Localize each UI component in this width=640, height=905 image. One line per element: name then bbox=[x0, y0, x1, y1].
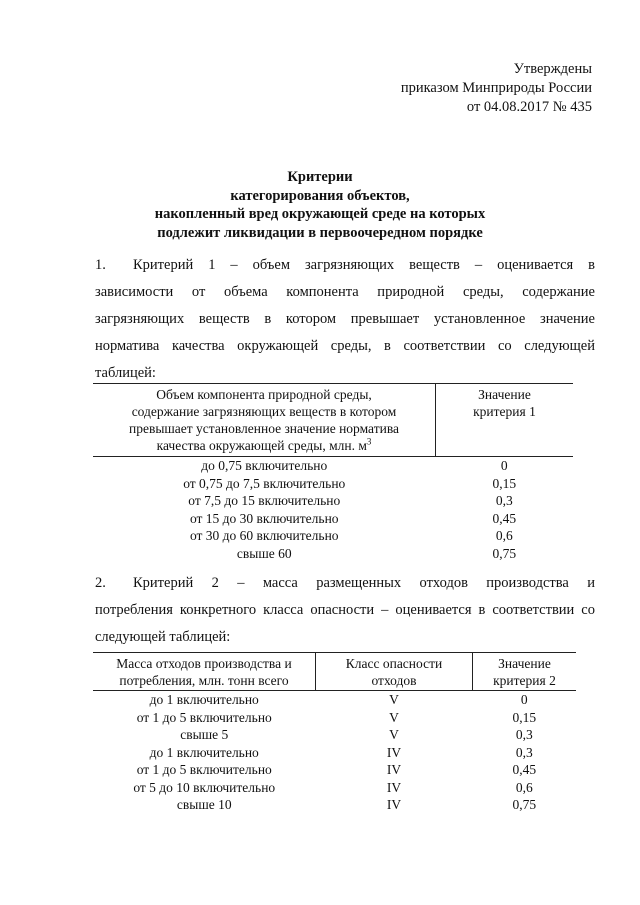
table-row bbox=[93, 691, 576, 709]
header-text: критерия 2 bbox=[493, 673, 556, 688]
criterion-1-paragraph bbox=[95, 252, 595, 387]
header-text: отходов bbox=[371, 673, 417, 688]
approval-line: Утверждены bbox=[513, 61, 592, 77]
document-title bbox=[0, 168, 640, 242]
table-row bbox=[93, 744, 576, 762]
header-text: Значение bbox=[478, 387, 531, 402]
value-cell: 0,15 bbox=[492, 475, 517, 491]
mass-cell: свыше 10 bbox=[176, 797, 232, 812]
title-line: подлежит ликвидации в первоочередном порядке bbox=[157, 224, 483, 241]
table-header-mass bbox=[93, 653, 316, 691]
criterion-2-table bbox=[93, 652, 576, 814]
class-cell: V bbox=[389, 727, 399, 742]
mass-cell: до 1 включительно bbox=[149, 744, 259, 760]
table-row bbox=[93, 726, 576, 744]
criterion-1-number: 1. bbox=[95, 257, 106, 273]
value-cell: 0 bbox=[520, 692, 528, 707]
header-text: Объем компонента природной среды, bbox=[156, 387, 372, 402]
paragraph-line: зависимости от объема компонента природной среды, содержание bbox=[95, 284, 595, 300]
volume-cell: свыше 60 bbox=[236, 545, 292, 561]
header-text: превышает установленное значение норматива bbox=[128, 421, 400, 436]
value-cell: 0,75 bbox=[492, 545, 517, 561]
mass-cell: от 1 до 5 включительно bbox=[136, 762, 272, 777]
header-text: потребления, млн. тонн всего bbox=[119, 673, 289, 688]
mass-cell: от 1 до 5 включительно bbox=[136, 709, 272, 725]
value-cell: 0,45 bbox=[492, 510, 517, 526]
value-cell: 0 bbox=[500, 458, 508, 473]
title-line: категорирования объектов, bbox=[230, 187, 410, 204]
table-row bbox=[93, 527, 573, 545]
table-row bbox=[93, 779, 576, 797]
value-cell: 0,45 bbox=[512, 762, 537, 777]
class-cell: IV bbox=[386, 762, 402, 777]
header-text: Значение bbox=[498, 656, 551, 671]
table-row bbox=[93, 545, 573, 563]
table-header-hazard-class bbox=[316, 653, 473, 691]
approval-order-line: приказом Минприроды России bbox=[400, 80, 592, 96]
volume-cell: до 0,75 включительно bbox=[201, 458, 328, 473]
mass-cell: свыше 5 bbox=[180, 727, 229, 742]
table-row bbox=[93, 510, 573, 528]
value-cell: 0,15 bbox=[512, 709, 537, 725]
value-cell: 0,3 bbox=[515, 727, 533, 742]
table-row bbox=[93, 761, 576, 779]
paragraph-line: таблицей: bbox=[95, 365, 156, 381]
approval-date-line: от 04.08.2017 № 435 bbox=[466, 99, 592, 115]
paragraph-line: норматива качества окружающей среды, в соответствии со следующей bbox=[95, 338, 595, 354]
table-header-value bbox=[436, 384, 574, 457]
class-cell: IV bbox=[386, 779, 402, 795]
value-cell: 0,3 bbox=[515, 744, 533, 760]
paragraph-line: загрязняющих веществ в котором превышает установленное значение bbox=[95, 311, 595, 327]
value-cell: 0,3 bbox=[495, 493, 513, 508]
volume-cell: от 30 до 60 включительно bbox=[189, 528, 339, 543]
table-header-volume bbox=[93, 384, 436, 457]
paragraph-line: потребления конкретного класса опасности – оценивается в соответствии со bbox=[95, 602, 595, 618]
table-row bbox=[93, 457, 573, 475]
title-line: Критерии bbox=[287, 169, 353, 185]
approval-block bbox=[401, 60, 592, 117]
class-cell: V bbox=[389, 692, 399, 707]
class-cell: IV bbox=[386, 797, 402, 812]
value-cell: 0,75 bbox=[512, 797, 537, 812]
table-header-row bbox=[93, 653, 576, 691]
value-cell: 0,6 bbox=[515, 779, 533, 795]
class-cell: V bbox=[389, 709, 399, 725]
mass-cell: до 1 включительно bbox=[149, 692, 259, 707]
table-row bbox=[93, 475, 573, 493]
criterion-1-table bbox=[93, 383, 573, 562]
header-text bbox=[93, 437, 435, 454]
volume-cell: от 0,75 до 7,5 включительно bbox=[183, 475, 346, 491]
paragraph-line-text: Критерий 2 – масса размещенных отходов производства и bbox=[133, 575, 595, 591]
header-text-part: качества окружающей среды, млн. м bbox=[156, 438, 367, 453]
criterion-2-number: 2. bbox=[95, 575, 106, 591]
volume-cell: от 15 до 30 включительно bbox=[189, 510, 339, 526]
paragraph-line bbox=[95, 570, 595, 597]
class-cell: IV bbox=[386, 744, 402, 760]
table-header-row bbox=[93, 384, 573, 457]
criterion-2-paragraph bbox=[95, 570, 595, 651]
value-cell: 0,6 bbox=[495, 528, 513, 543]
volume-cell: от 7,5 до 15 включительно bbox=[188, 493, 341, 508]
table-row bbox=[93, 492, 573, 510]
paragraph-line: следующей таблицей: bbox=[95, 629, 231, 645]
superscript: 3 bbox=[366, 436, 372, 447]
header-text: критерия 1 bbox=[473, 404, 536, 419]
mass-cell: от 5 до 10 включительно bbox=[133, 779, 276, 795]
header-text: содержание загрязняющих веществ в котором bbox=[131, 404, 397, 419]
title-line: накопленный вред окружающей среде на которых bbox=[154, 206, 486, 222]
header-text: Масса отходов производства и bbox=[116, 656, 292, 671]
paragraph-line-text: Критерий 1 – объем загрязняющих веществ – оценивается в bbox=[133, 257, 595, 273]
table-row bbox=[93, 796, 576, 814]
header-text: Класс опасности bbox=[345, 656, 443, 671]
table-row bbox=[93, 709, 576, 727]
table-header-value bbox=[473, 653, 577, 691]
paragraph-line bbox=[95, 252, 595, 279]
